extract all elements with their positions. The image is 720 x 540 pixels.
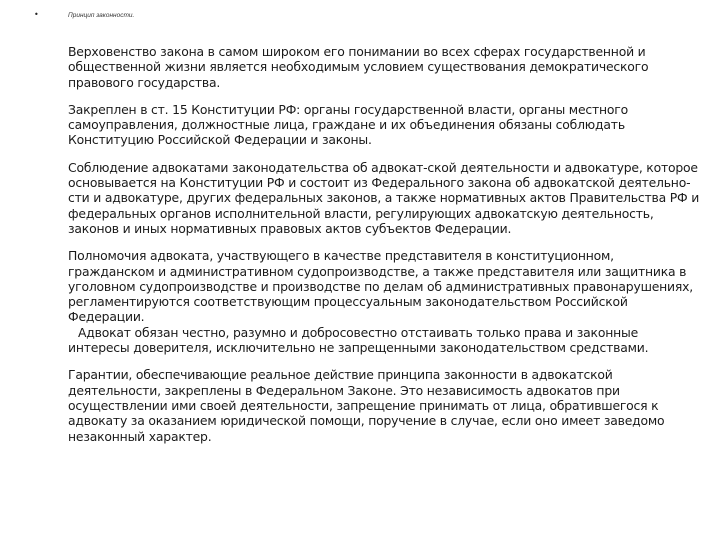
paragraph-compliance: Соблюдение адвокатами законодательства об адвокат-ской деятельности и адвокатуре, которое основывается на Конституции РФ и состоит из Федерального закона об адвокатской деятельно-сти и адвокатуре, других федеральных законов, а также нормативных актов Правительства РФ и федеральных органов исполнительной власти, регулирующих адвокатскую деятельность, законов и иных нормативных правовых актов субъектов Федерации. [68, 159, 700, 236]
paragraph-supremacy-of-law: Верховенство закона в самом широком его понимании во всех сферах государственной и общественной жизни является необходимым условием существования демократического правового государства. [68, 44, 649, 90]
bullet-icon: • [34, 10, 39, 19]
paragraph-powers: Полномочия адвоката, участвующего в качестве представителя в конституционном, гражданском и административном судопроизводстве, а также представителя или защитника в уголовном судопроизводстве и производстве по делам об административных правонарушениях, регламентируются соответствующим процессуальным законодательством Российской Федерации. [68, 248, 694, 325]
slide-body [68, 44, 700, 444]
paragraph-guarantees: Гарантии, обеспечивающие реальное действие принципа законности в адвокатской деятельности, закреплены в Федеральном Законе. Это независимость адвокатов при осуществлении ими своей деятельности, запрещение принимать от лица, обратившегося к адвокату за оказанием юридической помощи, поручение в случае, если оно имеет заведомо незаконный характер. [68, 367, 665, 444]
paragraph-duties: Адвокат обязан честно, разумно и добросовестно отстаивать только права и законные интересы доверителя, исключительно не запрещенными законодательством средствами. [68, 324, 649, 356]
paragraph-constitution-article: Закреплен в ст. 15 Конституции РФ: органы государственной власти, органы местного самоуправления, должностные лица, граждане и их объединения обязаны соблюдать Конституцию Российской Федерации и законы. [68, 101, 628, 148]
slide-heading: Принцип законности. [68, 12, 135, 19]
